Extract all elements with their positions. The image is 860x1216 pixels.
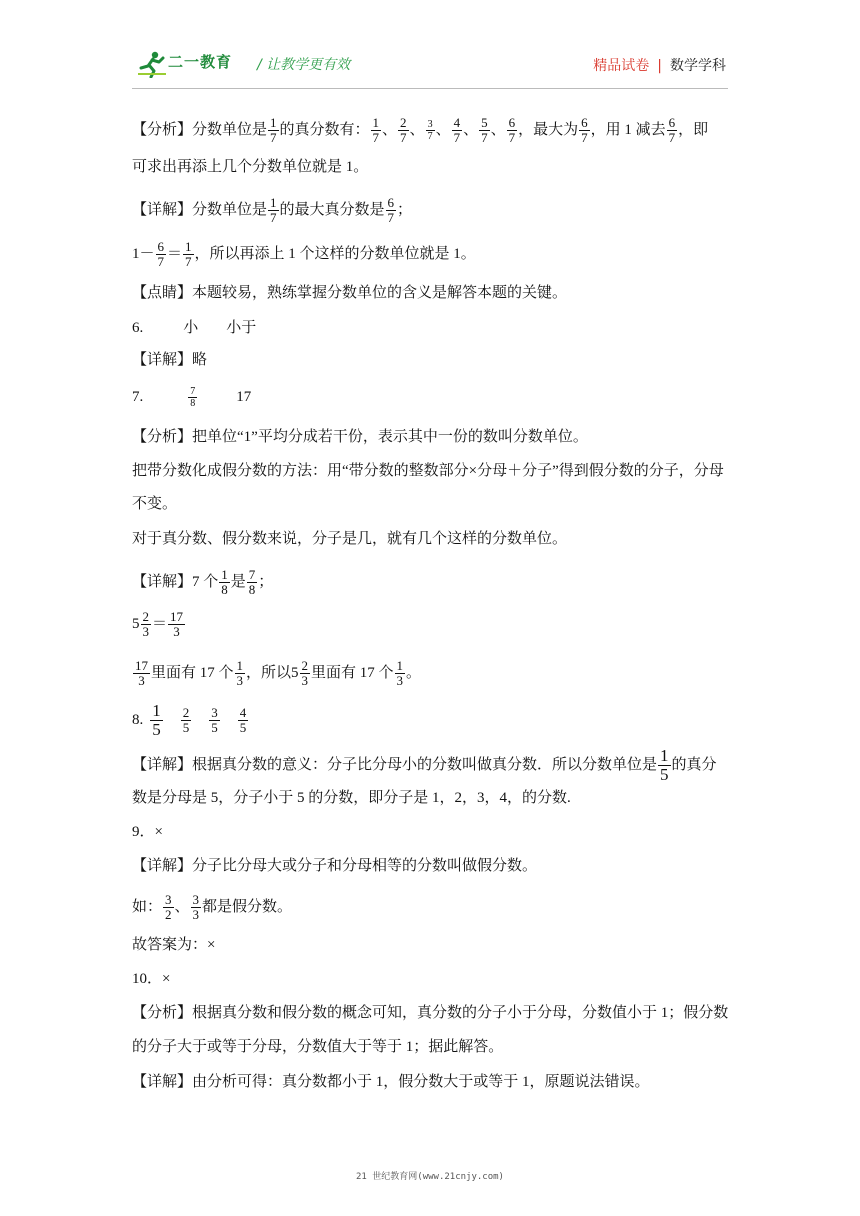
header-right — [593, 55, 726, 75]
q5-equation: 1－ $\frac{6}{7}$ ＝ $\frac{1}{7}$ ，所以再添上 1 个这样的分数单位就是 1。 — [132, 239, 476, 269]
brand-slogan: / 让教学更有效 — [257, 57, 351, 73]
fraction: $\frac{17}{3}$ — [170, 609, 184, 639]
q10-detail: 【详解】由分析可得：真分数都小于 1，假分数大于或等于 1，原题说法错误。 — [132, 1074, 650, 1090]
q7-detail-1: 【详解】7 个 $\frac{1}{8}$ 是 $\frac{7}{8}$ ； — [132, 567, 274, 597]
fraction: $\frac{2}{3}$ — [301, 658, 309, 688]
q5-detail: 【详解】分数单位是 $\frac{1}{7}$ 的最大真分数是 $\frac{6}{7}$ ； — [132, 195, 413, 225]
q6-answer: 6. 小 小于 — [132, 320, 257, 336]
fraction: $\frac{1}{7}$ — [372, 115, 380, 145]
q10-answer: 10．× — [132, 971, 171, 987]
fraction: $\frac{6}{7}$ — [668, 115, 676, 145]
fraction: $\frac{4}{7}$ — [453, 115, 461, 145]
fraction: $\frac{7}{8}$ — [190, 386, 196, 409]
q7-analysis-1: 【分析】把单位“1”平均分成若干份，表示其中一份的数叫分数单位。 — [132, 429, 588, 445]
fraction: $\frac{2}{3}$ — [142, 609, 149, 639]
q7-detail-2: 5 $\frac{2}{3}$ ＝ $\frac{17}{3}$ — [132, 609, 184, 639]
q6-detail: 【详解】略 — [132, 352, 208, 368]
q10-analysis-1: 【分析】根据真分数和假分数的概念可知，真分数的分子小于分母，分数值小于 1；假分数 — [132, 1005, 729, 1021]
q7-analysis-3: 不变。 — [132, 496, 178, 512]
fraction: $\frac{2}{7}$ — [400, 115, 407, 145]
fraction: $\frac{1}{7}$ — [185, 239, 192, 269]
q5-comment: 【点睛】本题较易，熟练掌握分数单位的含义是解答本题的关键。 — [132, 285, 568, 301]
fraction: $\frac{6}{7}$ — [157, 239, 165, 269]
fraction: $\frac{17}{3}$ — [135, 658, 148, 688]
fraction: $\frac{6}{7}$ — [387, 195, 395, 225]
fraction: $\frac{3}{3}$ — [192, 892, 200, 922]
fraction: $\frac{1}{3}$ — [396, 658, 404, 688]
header-category: 精品试卷 — [593, 58, 650, 74]
q7-analysis-2: 把带分数化成假分数的方法：用“带分数的整数部分×分母＋分子”得到假分数的分子，分母 — [132, 463, 724, 479]
q5-analysis-line2: 可求出再添上几个分数单位就是 1。 — [132, 159, 369, 175]
q7-answer: 7. $\frac{7}{8}$ 17 — [132, 386, 252, 409]
fraction: $\frac{4}{5}$ — [239, 705, 247, 735]
fraction: $\frac{3}{5}$ — [211, 705, 218, 735]
fraction: $\frac{3}{2}$ — [165, 892, 172, 922]
header-separator: | — [657, 58, 662, 74]
q9-detail: 【详解】分子比分母大或分子和分母相等的分数叫做假分数。 — [132, 858, 538, 874]
fraction: $\frac{1}{5}$ — [660, 746, 669, 784]
q8-detail-1: 【详解】根据真分数的意义：分子比分母小的分数叫做真分数．所以分数单位是 $\frac{1}{5}$ 的真分 — [132, 746, 717, 784]
header-subject: 数学学科 — [670, 58, 726, 74]
q9-conclusion: 故答案为：× — [132, 937, 216, 953]
brand-name: 二一教育 — [168, 54, 233, 71]
q7-detail-3: $\frac{17}{3}$ 里面有 17 个 $\frac{1}{3}$ ，所以5 $\frac{2}{3}$ 里面有 17 个 $\frac{1}{3}$ 。 — [135, 658, 422, 688]
q9-example: 如： $\frac{3}{2}$ 、 $\frac{3}{3}$ 都是假分数。 — [132, 892, 293, 922]
fraction: $\frac{1}{7}$ — [270, 195, 277, 225]
runner-logo-icon — [136, 50, 168, 78]
page-header — [0, 0, 860, 95]
fraction: $\frac{1}{7}$ — [270, 115, 277, 145]
q5-analysis-line1: 【分析】分数单位是 $\frac{1}{7}$ 的真分数有： $\frac{1}{7}$ 、 $\frac{2}{7}$ 、 $\frac{3}{7}$ 、 $\frac{4}{7}$ 、 $\frac{5}{7}$ 、 $\frac{6}{7}$ ，最大为 $\frac{6}{7}$ ，用 1 减去 $\frac{6}{7}$ ，即 — [132, 115, 709, 145]
q8-detail-2: 数是分母是 5，分子小于 5 的分数，即分子是 1，2，3，4，的分数. — [132, 790, 571, 806]
fraction: $\frac{2}{5}$ — [182, 705, 190, 735]
page-footer: 21 世纪教育网(www.21cnjy.com) — [356, 1172, 504, 1182]
fraction: $\frac{5}{7}$ — [481, 115, 488, 145]
q9-answer: 9．× — [132, 824, 163, 840]
fraction: $\frac{3}{7}$ — [427, 119, 433, 142]
fraction: $\frac{1}{3}$ — [236, 658, 244, 688]
header-divider — [132, 88, 728, 89]
fraction: $\frac{1}{5}$ — [152, 701, 161, 739]
fraction: $\frac{7}{8}$ — [248, 567, 256, 597]
fraction: $\frac{6}{7}$ — [508, 115, 516, 145]
fraction: $\frac{1}{8}$ — [221, 567, 228, 597]
q10-analysis-2: 的分子大于或等于分母，分数值大于等于 1；据此解答。 — [132, 1039, 504, 1055]
q7-analysis-4: 对于真分数、假分数来说，分子是几，就有几个这样的分数单位。 — [132, 531, 568, 547]
fraction: $\frac{6}{7}$ — [581, 115, 588, 145]
q8-answer: 8. $\frac{1}{5}$ $\frac{2}{5}$ $\frac{3}{5}$ $\frac{4}{5}$ — [132, 701, 247, 739]
